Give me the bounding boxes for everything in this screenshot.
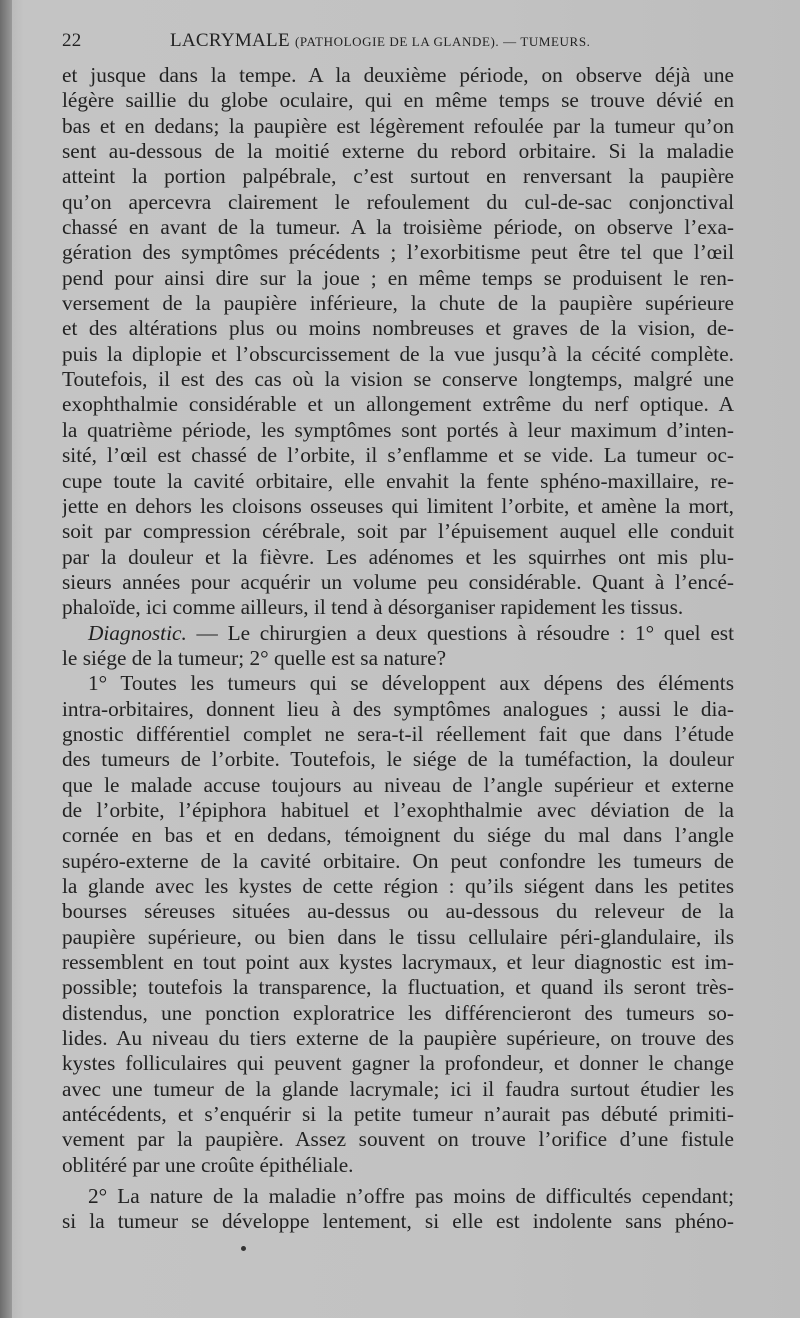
text-line: pend pour ainsi dire sur la joue ; en même temps se produisent le ren- bbox=[62, 265, 734, 290]
text-line: le siége de la tumeur; 2° quelle est sa nature? bbox=[62, 645, 447, 670]
text-line: intra-orbitaires, donnent lieu à des symptômes analogues ; aussi le dia- bbox=[62, 696, 734, 721]
section-label-diagnostic: Diagnostic. bbox=[88, 620, 187, 645]
text-line: kystes folliculaires qui peuvent gagner la profondeur, et donner le change bbox=[62, 1051, 734, 1076]
paragraph-nature-of-disease bbox=[62, 1184, 734, 1235]
text-line: légère saillie du globe oculaire, qui en même temps se trouve dévié en bbox=[62, 88, 734, 113]
text-line: de l’orbite, l’épiphora habituel et l’exophthalmie avec déviation de la bbox=[62, 797, 734, 822]
text-line: puis la diplopie et l’obscurcissement de la vue jusqu’à la cécité complète. bbox=[62, 341, 734, 366]
text-line: et jusque dans la tempe. A la deuxième période, on observe déjà une bbox=[62, 63, 734, 87]
paragraph-diagnostic bbox=[62, 621, 734, 672]
text-line: avec une tumeur de la glande lacrymale; ici il faudra surtout étudier les bbox=[62, 1076, 734, 1101]
text-line: distendus, une ponction exploratrice les différencieront des tumeurs so- bbox=[62, 1000, 734, 1025]
text-line: 1° Toutes les tumeurs qui se développent aux dépens des éléments bbox=[88, 671, 734, 696]
text-line: 2° La nature de la maladie n’offre pas moins de difficultés cependant; bbox=[88, 1184, 734, 1209]
text-line: possible; toutefois la transparence, la fluctuation, et quand ils seront très- bbox=[62, 975, 734, 1000]
page-binding-edge bbox=[0, 0, 12, 1318]
text-line: sité, l’œil est chassé de l’orbite, il s’enflamme et se vide. La tumeur oc- bbox=[62, 443, 734, 468]
text-line: phaloïde, ici comme ailleurs, il tend à désorganiser rapidement les tissus. bbox=[62, 595, 684, 620]
text-line: bourses séreuses situées au-dessus ou au-dessous du releveur de la bbox=[62, 899, 734, 924]
text-line: la glande avec les kystes de cette région : qu’ils siégent dans les petites bbox=[62, 874, 734, 898]
running-title-sub: (PATHOLOGIE DE LA GLANDE). — TUMEURS. bbox=[294, 34, 591, 49]
page-body bbox=[62, 63, 734, 1235]
text-line: supéro-externe de la cavité orbitaire. On peut confondre les tumeurs de bbox=[62, 848, 734, 873]
text-line: par la douleur et la fièvre. Les adénomes et les squirrhes ont mis plu- bbox=[62, 544, 734, 569]
text-line: que le malade accuse toujours au niveau de l’angle supérieur et externe bbox=[62, 772, 734, 797]
text-line: la quatrième période, les symptômes sont portés à leur maximum d’inten- bbox=[62, 417, 734, 442]
text-line: antécédents, et s’enquérir si la petite tumeur n’aurait pas débuté primiti- bbox=[62, 1102, 734, 1127]
text-line: gnostic différentiel complet ne sera-t-il réellement fait que dans l’étude bbox=[62, 721, 734, 746]
running-header bbox=[62, 30, 732, 56]
text-line: vement par la paupière. Assez souvent on trouve l’orifice d’une fistule bbox=[62, 1127, 734, 1152]
text-line: si la tumeur se développe lentement, si elle est indolente sans phéno- bbox=[62, 1209, 734, 1234]
text-line: sieurs années pour acquérir un volume peu considérable. Quant à l’encé- bbox=[62, 569, 734, 594]
text-line: lides. Au niveau du tiers externe de la paupière supérieure, on trouve des bbox=[62, 1026, 734, 1051]
text-span: — Le chirurgien a deux questions à résoudre : 1° quel est bbox=[186, 620, 734, 645]
text-line: oblitéré par une croûte épithéliale. bbox=[62, 1152, 354, 1177]
text-line: et des altérations plus ou moins nombreuses et graves de la vision, de- bbox=[62, 316, 734, 341]
text-line: jette en dehors les cloisons osseuses qui limitent l’orbite, et amène la mort, bbox=[62, 493, 734, 518]
text-line: atteint la portion palpébrale, c’est surtout en renversant la paupière bbox=[62, 164, 734, 189]
ink-spot bbox=[241, 1246, 246, 1251]
text-line: sent au-dessous de la moitié externe du rebord orbitaire. Si la maladie bbox=[62, 139, 734, 164]
running-title-main: LACRYMALE bbox=[170, 30, 290, 51]
page-number: 22 bbox=[62, 30, 82, 51]
text-line: des tumeurs de l’orbite. Toutefois, le siége de la tuméfaction, la douleur bbox=[62, 747, 734, 772]
text-line: cornée en bas et en dedans, témoignent du siége du mal dans l’angle bbox=[62, 823, 734, 848]
text-line: Toutefois, il est des cas où la vision se conserve longtemps, malgré une bbox=[62, 367, 734, 392]
text-line: chassé en avant de la tumeur. A la troisième période, on observe l’exa- bbox=[62, 215, 734, 240]
text-line: ressemblent en tout point aux kystes lacrymaux, et leur diagnostic est im- bbox=[62, 950, 734, 975]
text-line: versement de la paupière inférieure, la chute de la paupière supérieure bbox=[62, 291, 734, 316]
paragraph-seat-of-tumour bbox=[62, 671, 734, 1178]
text-line: paupière supérieure, ou bien dans le tissu cellulaire péri-glandulaire, ils bbox=[62, 924, 734, 949]
text-line: exophthalmie considérable et un allongement extrême du nerf optique. A bbox=[62, 392, 734, 417]
paragraph-symptoms bbox=[62, 63, 734, 621]
text-line: qu’on apercevra clairement le refoulement du cul-de-sac conjonctival bbox=[62, 189, 734, 214]
text-line: soit par compression cérébrale, soit par l’épuisement auquel elle conduit bbox=[62, 519, 734, 544]
text-line: bas et en dedans; la paupière est légèrement refoulée par la tumeur qu’on bbox=[62, 113, 734, 138]
text-line: cupe toute la cavité orbitaire, elle envahit la fente sphéno-maxillaire, re- bbox=[62, 468, 734, 493]
running-title bbox=[170, 30, 591, 52]
text-line: gération des symptômes précédents ; l’exorbitisme peut être tel que l’œil bbox=[62, 240, 734, 265]
text-line bbox=[62, 621, 734, 646]
